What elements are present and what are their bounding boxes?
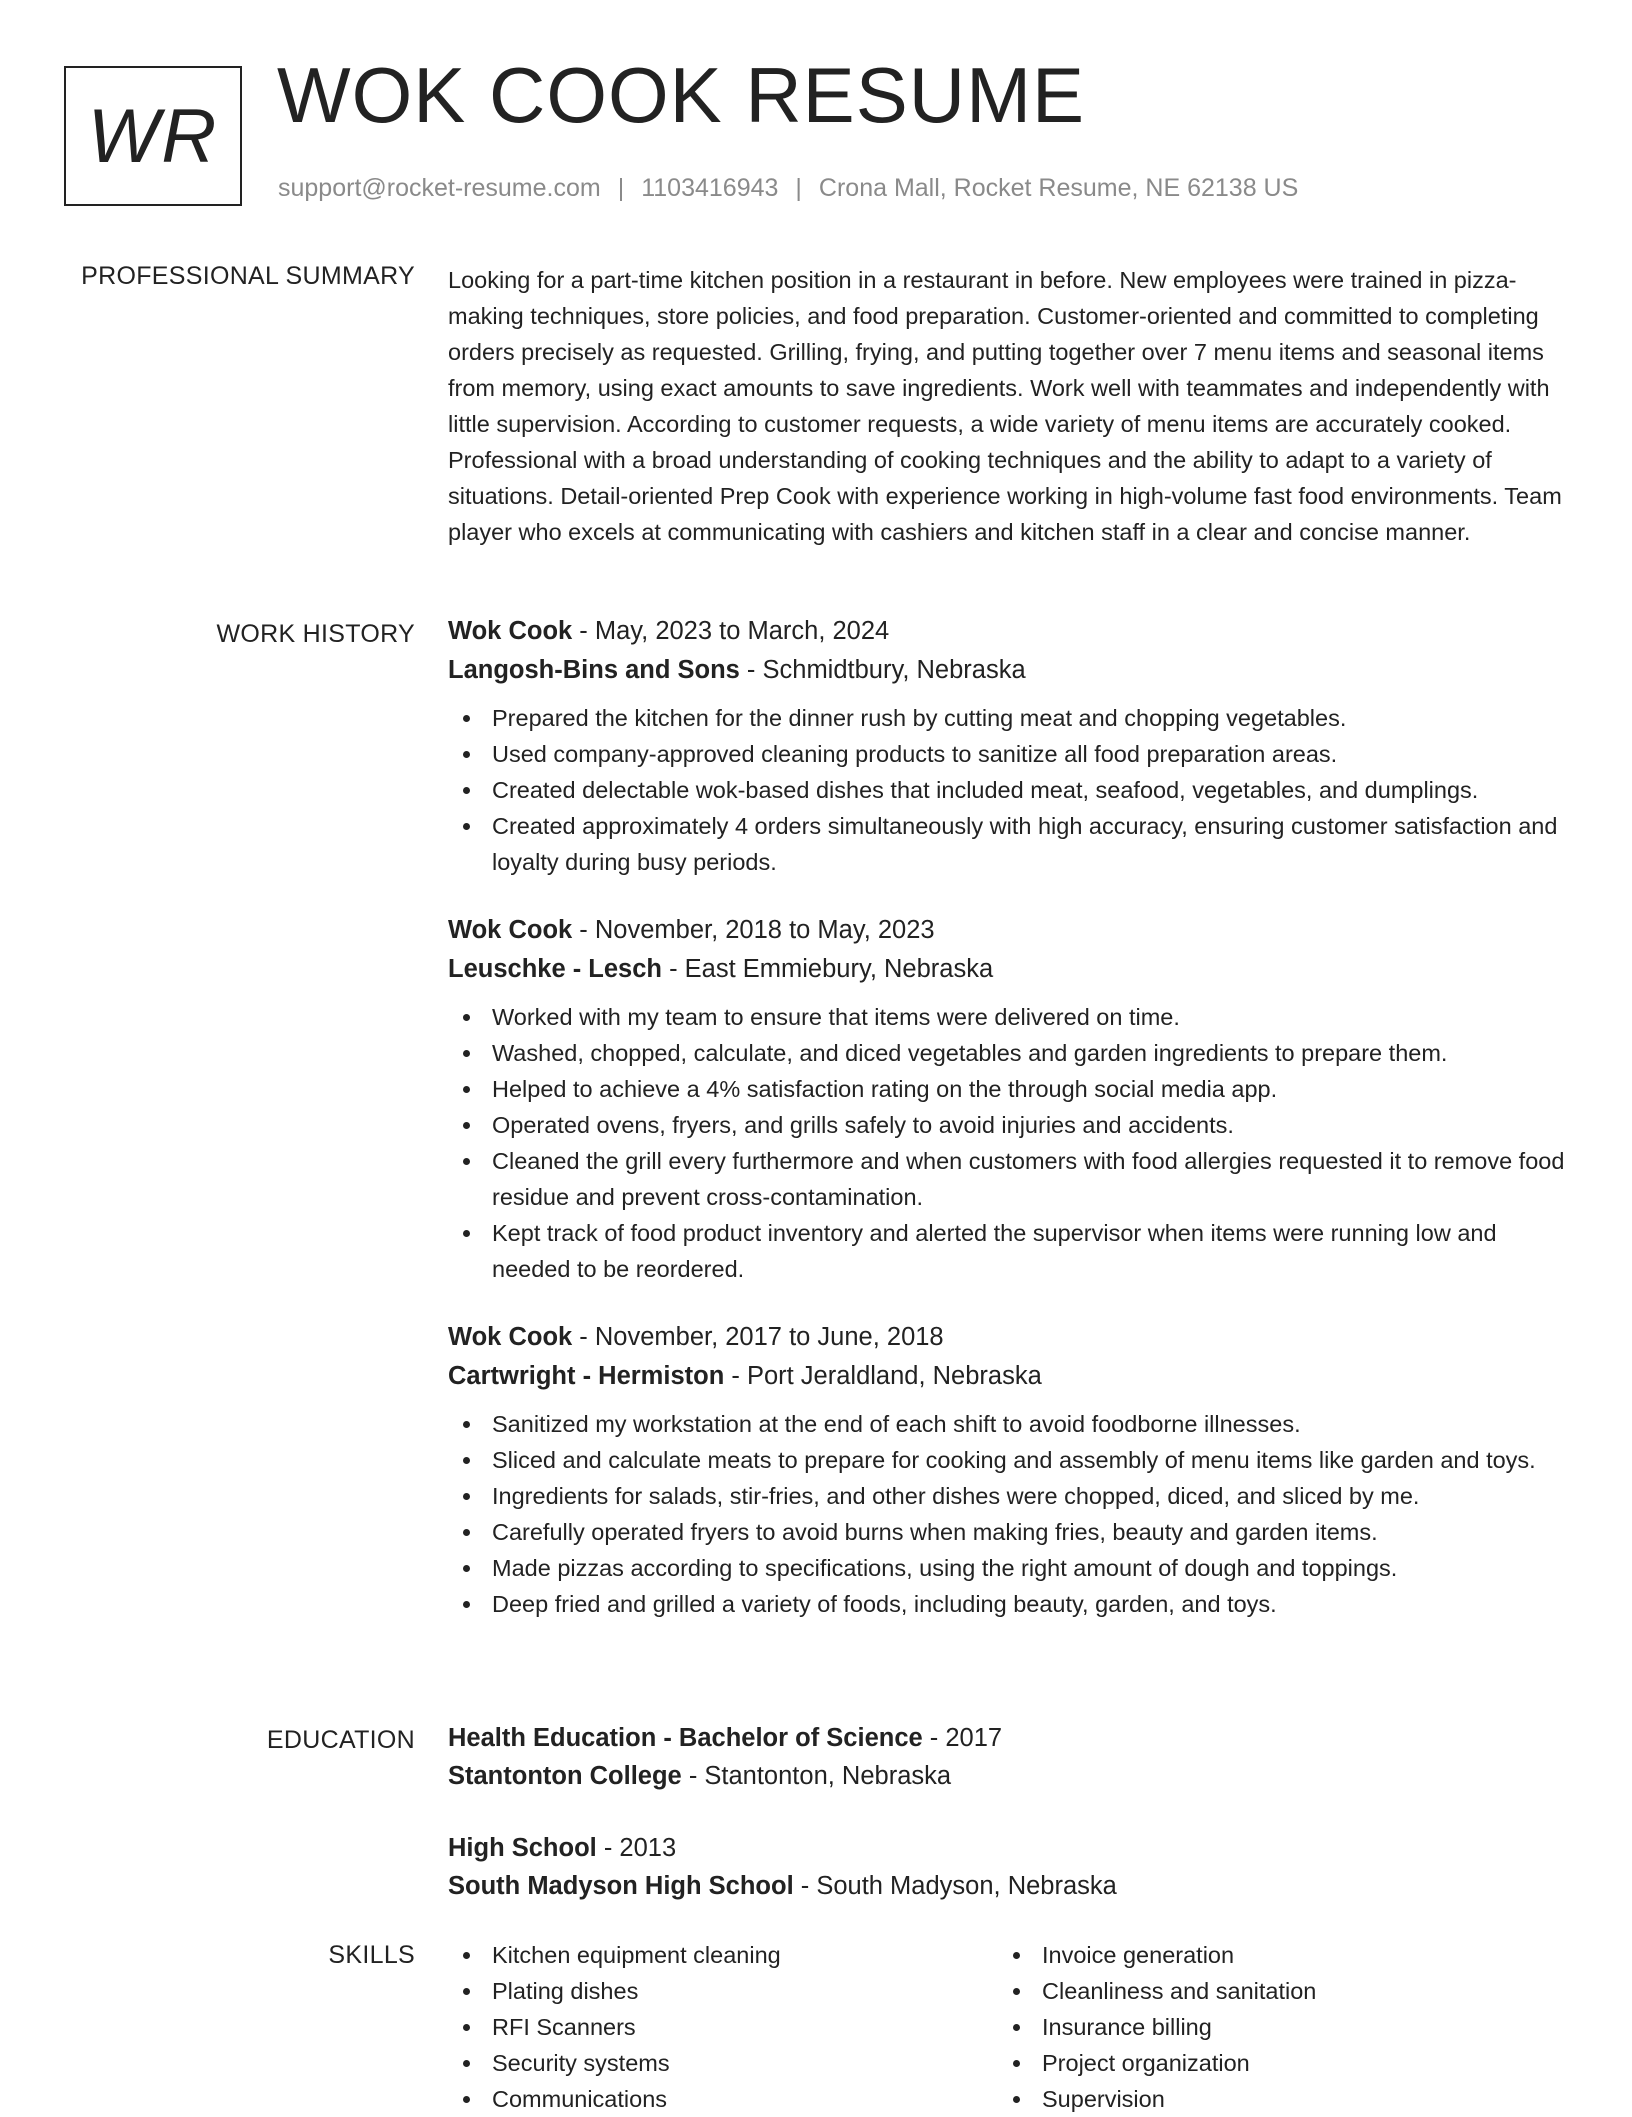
skills-columns — [448, 1937, 1570, 2117]
job-dates: - November, 2017 to June, 2018 — [572, 1323, 944, 1351]
job-title: Wok Cook — [448, 1323, 573, 1351]
education-entry — [448, 1829, 1570, 1905]
list-item: Deep fried and grilled a variety of foods, including beauty, garden, and toys. — [492, 1586, 1570, 1622]
list-item: Worked with my team to ensure that items were delivered on time. — [492, 999, 1570, 1035]
job-title: Wok Cook — [448, 617, 573, 645]
skill-item: Cleanliness and sanitation — [1042, 1973, 1548, 2009]
skills-column-right — [998, 1937, 1548, 2117]
contact-email[interactable]: support@rocket-resume.com — [278, 174, 601, 202]
list-item: Helped to achieve a 4% satisfaction rating on the through social media app. — [492, 1071, 1570, 1107]
contact-separator: | — [617, 174, 625, 202]
degree-year: - 2017 — [922, 1724, 1003, 1752]
school: South Madyson High School — [448, 1872, 794, 1900]
job-company-line — [448, 950, 1570, 989]
summary-body — [448, 262, 1570, 550]
job-title-line — [448, 612, 1570, 651]
list-item: Ingredients for salads, stir-fries, and other dishes were chopped, diced, and sliced by me. — [492, 1478, 1570, 1514]
contact-line — [278, 176, 1298, 201]
summary-text: Looking for a part-time kitchen position in a restaurant in before. New employees were trained in pizza-making techniques, store policies, and food preparation. Customer-oriented and committed to completing orders precisely as requested. Grilling, frying, and putting together over 7 menu items and seasonal items from memory, using exact amounts to save ingredients. Work well with teammates and independently with little supervision. According to customer requests, a wide variety of menu items are accurately cooked. Professional with a broad understanding of cooking techniques and the ability to adapt to a variety of situations. Detail-oriented Prep Cook with experience working in high-volume fast food environments. Team player who excels at communicating with cashiers and kitchen staff in a clear and concise manner. — [448, 267, 1562, 545]
job-company: Cartwright - Hermiston — [448, 1362, 725, 1390]
skill-item: Insurance billing — [1042, 2009, 1548, 2045]
degree-line — [448, 1829, 1570, 1867]
school-location: - South Madyson, Nebraska — [793, 1872, 1117, 1900]
job-dates: - November, 2018 to May, 2023 — [572, 916, 935, 944]
job-company: Leuschke - Lesch — [448, 955, 662, 983]
job-company-line — [448, 651, 1570, 690]
list-item: Created delectable wok-based dishes that included meat, seafood, vegetables, and dumplings. — [492, 772, 1570, 808]
skills-list — [998, 1937, 1548, 2117]
list-item: Washed, chopped, calculate, and diced vegetables and garden ingredients to prepare them. — [492, 1035, 1570, 1071]
list-item: Cleaned the grill every furthermore and when customers with food allergies requested it to remove food residue and prevent cross-contamination. — [492, 1143, 1570, 1215]
job-title: Wok Cook — [448, 916, 573, 944]
section-heading: SKILLS — [328, 1941, 415, 1969]
job-duties — [448, 999, 1570, 1287]
monogram-logo: WR — [64, 66, 242, 206]
education-entry — [448, 1719, 1570, 1795]
resume-title: WOK COOK RESUME — [277, 51, 1086, 139]
job-title-line — [448, 1318, 1570, 1357]
job-company: Langosh-Bins and Sons — [448, 656, 740, 684]
section-heading: EDUCATION — [266, 1726, 415, 1754]
skills-list — [448, 1937, 998, 2117]
contact-address: Crona Mall, Rocket Resume, NE 62138 US — [818, 174, 1299, 202]
list-item: Created approximately 4 orders simultaneously with high accuracy, ensuring customer satisfaction and loyalty during busy periods. — [492, 808, 1570, 880]
job-location: - Port Jeraldland, Nebraska — [724, 1362, 1042, 1390]
job-entry — [448, 612, 1570, 880]
skill-item: RFI Scanners — [492, 2009, 998, 2045]
skills-column-left — [448, 1937, 998, 2117]
degree-year: - 2013 — [596, 1834, 677, 1862]
job-entry — [448, 1318, 1570, 1622]
skill-item: Supervision — [1042, 2081, 1548, 2117]
job-company-line — [448, 1357, 1570, 1396]
job-duties — [448, 700, 1570, 880]
degree-line — [448, 1719, 1570, 1757]
job-title-line — [448, 911, 1570, 950]
school-line — [448, 1867, 1570, 1905]
list-item: Kept track of food product inventory and alerted the supervisor when items were running low and needed to be reordered. — [492, 1215, 1570, 1287]
school-line — [448, 1757, 1570, 1795]
skill-item: Project organization — [1042, 2045, 1548, 2081]
work-history-body — [448, 612, 1570, 1622]
skill-item: Security systems — [492, 2045, 998, 2081]
school-location: - Stantonton, Nebraska — [681, 1762, 952, 1790]
list-item: Carefully operated fryers to avoid burns when making fries, beauty and garden items. — [492, 1514, 1570, 1550]
list-item: Sliced and calculate meats to prepare for cooking and assembly of menu items like garden and toys. — [492, 1442, 1570, 1478]
job-location: - Schmidtbury, Nebraska — [739, 656, 1026, 684]
section-heading: PROFESSIONAL SUMMARY — [81, 262, 415, 290]
skills-body — [448, 1937, 1570, 2117]
skill-item: Plating dishes — [492, 1973, 998, 2009]
list-item: Used company-approved cleaning products to sanitize all food preparation areas. — [492, 736, 1570, 772]
education-body — [448, 1719, 1570, 1905]
job-duties — [448, 1406, 1570, 1622]
skill-item: Kitchen equipment cleaning — [492, 1937, 998, 1973]
list-item: Operated ovens, fryers, and grills safely to avoid injuries and accidents. — [492, 1107, 1570, 1143]
list-item: Prepared the kitchen for the dinner rush by cutting meat and chopping vegetables. — [492, 700, 1570, 736]
school: Stantonton College — [448, 1762, 682, 1790]
list-item: Made pizzas according to specifications, using the right amount of dough and toppings. — [492, 1550, 1570, 1586]
contact-separator: | — [795, 174, 802, 202]
degree: Health Education - Bachelor of Science — [448, 1724, 923, 1752]
job-dates: - May, 2023 to March, 2024 — [572, 617, 890, 645]
job-entry — [448, 911, 1570, 1287]
skill-item: Invoice generation — [1042, 1937, 1548, 1973]
section-heading: WORK HISTORY — [216, 620, 415, 648]
list-item: Sanitized my workstation at the end of each shift to avoid foodborne illnesses. — [492, 1406, 1570, 1442]
skill-item: Communications — [492, 2081, 998, 2117]
degree: High School — [448, 1834, 597, 1862]
contact-phone[interactable]: 1103416943 — [641, 174, 779, 202]
job-location: - East Emmiebury, Nebraska — [662, 955, 994, 983]
